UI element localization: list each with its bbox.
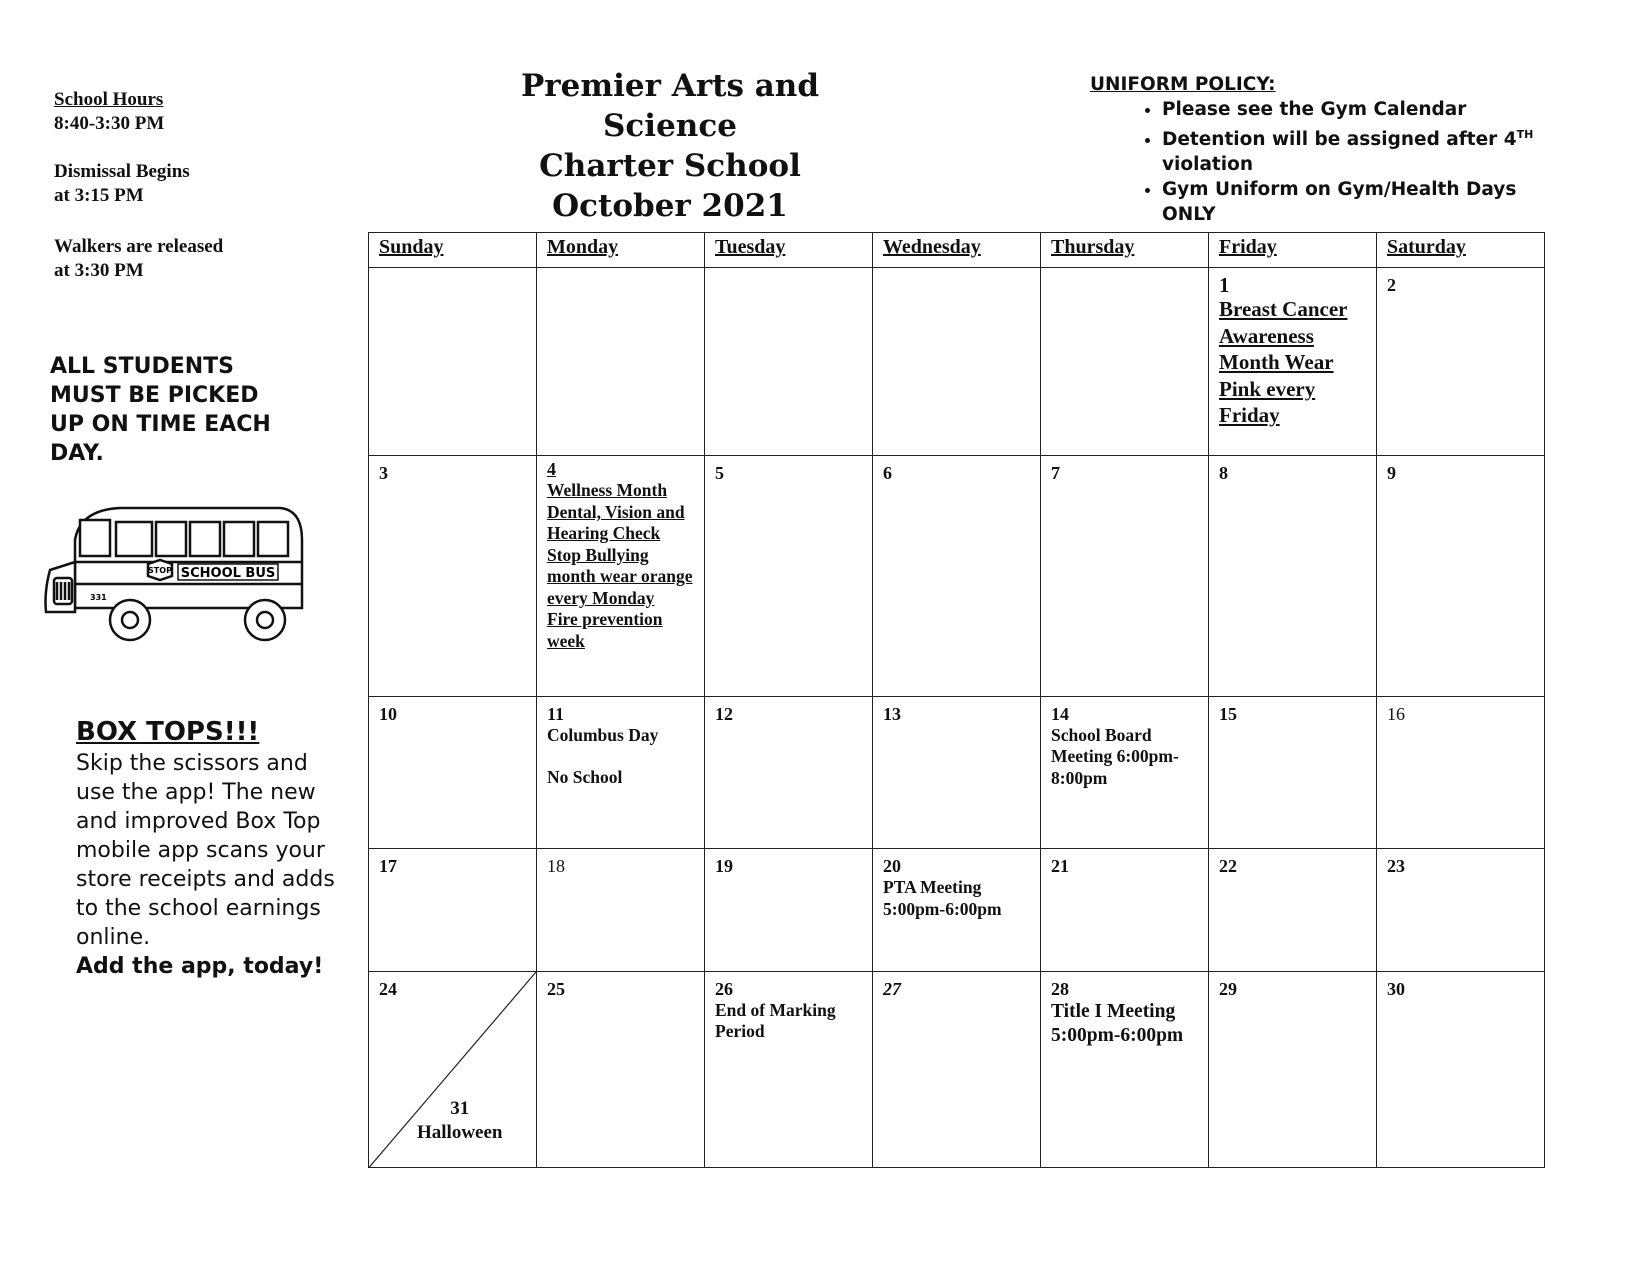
day-header-thursday: Thursday — [1041, 233, 1209, 268]
calendar-cell-empty — [537, 268, 705, 456]
calendar-cell-oct-5 — [705, 456, 873, 697]
pickup-notice: ALL STUDENTS MUST BE PICKED UP ON TIME EACH DAY. — [50, 354, 271, 466]
calendar-cell-oct-3 — [369, 456, 537, 697]
calendar-cell-oct-19 — [705, 849, 873, 971]
day-number: 11 — [547, 703, 565, 724]
school-bus-icon — [40, 500, 315, 670]
boxtops-title: BOX TOPS!!! — [76, 717, 260, 747]
uniform-item2-post: violation — [1162, 154, 1254, 176]
day-number: 24 — [379, 978, 397, 999]
day-number: 17 — [379, 856, 397, 877]
halloween-block — [417, 1097, 503, 1145]
walkers-line1: Walkers are released — [54, 236, 224, 257]
day-number: 23 — [1387, 856, 1405, 877]
title-month: October 2021 — [552, 188, 788, 224]
day-number: 7 — [1051, 463, 1060, 484]
uniform-policy-title: UNIFORM POLICY: — [1090, 74, 1276, 95]
calendar-cell-oct-15 — [1209, 696, 1377, 848]
calendar-cell-empty — [369, 268, 537, 456]
calendar-cell-oct-2 — [1377, 268, 1545, 456]
calendar-cell-oct-30 — [1377, 971, 1545, 1167]
day-number: 8 — [1219, 463, 1228, 484]
day-number: 30 — [1387, 978, 1405, 999]
calendar-event: No School — [547, 767, 623, 788]
calendar-cell-oct-13 — [873, 696, 1041, 848]
dismissal-block — [54, 160, 190, 208]
day-number: 3 — [379, 463, 388, 484]
calendar-cell-oct-26 — [705, 971, 873, 1167]
walkers-line2: at 3:30 PM — [54, 260, 144, 281]
day-number: 16 — [1387, 703, 1405, 724]
calendar-week — [369, 849, 1545, 971]
day-number: 21 — [1051, 856, 1069, 877]
day-number: 29 — [1219, 978, 1237, 999]
calendar-cell-oct-23 — [1377, 849, 1545, 971]
day-number: 13 — [883, 703, 901, 724]
day-number: 25 — [547, 978, 565, 999]
title-line2: Charter School — [539, 148, 801, 184]
title-line1: Premier Arts and Science — [520, 68, 820, 144]
page-title — [455, 66, 885, 226]
day-header-wednesday: Wednesday — [873, 233, 1041, 268]
calendar-event: Title I Meeting 5:00pm-6:00pm — [1051, 1000, 1184, 1046]
calendar-cell-oct-27 — [873, 971, 1041, 1167]
day-number: 31 — [450, 1097, 470, 1119]
calendar-event: Breast Cancer Awareness Month Wear Pink every Friday — [1219, 297, 1348, 428]
calendar-cell-oct-11 — [537, 696, 705, 848]
day-number: 18 — [547, 856, 565, 877]
bus-label: SCHOOL BUS — [180, 566, 276, 581]
bus-stop-sign: STOP — [148, 566, 172, 575]
calendar-cell-oct-18 — [537, 849, 705, 971]
calendar-event: Dental, Vision and Hearing Check — [547, 501, 685, 544]
school-bus-illustration — [40, 500, 315, 670]
calendar-event: School Board Meeting 6:00pm-8:00pm — [1051, 724, 1179, 788]
calendar-week — [369, 971, 1545, 1167]
boxtops-block — [76, 718, 336, 981]
calendar-week — [369, 456, 1545, 697]
day-header-saturday: Saturday — [1377, 233, 1545, 268]
uniform-policy — [1090, 72, 1540, 227]
calendar-cell-oct-28 — [1041, 971, 1209, 1167]
calendar-cell-empty — [705, 268, 873, 456]
calendar-week — [369, 696, 1545, 848]
calendar-cell-oct-7 — [1041, 456, 1209, 697]
day-number: 5 — [715, 463, 724, 484]
day-number: 4 — [547, 459, 556, 480]
day-number: 19 — [715, 856, 733, 877]
calendar-cell-oct-10 — [369, 696, 537, 848]
day-number: 27 — [883, 978, 901, 999]
day-header-tuesday: Tuesday — [705, 233, 873, 268]
calendar-cell-oct-9 — [1377, 456, 1545, 697]
calendar-cell-empty — [873, 268, 1041, 456]
calendar-event: Fire prevention week — [547, 609, 663, 651]
calendar-week — [369, 268, 1545, 456]
day-number: 9 — [1387, 463, 1396, 484]
day-number: 1 — [1219, 273, 1230, 298]
calendar-event: Halloween — [417, 1121, 503, 1143]
calendar-header-row — [369, 233, 1545, 268]
day-header-monday: Monday — [537, 233, 705, 268]
calendar-cell-oct-17 — [369, 849, 537, 971]
day-number: 2 — [1387, 275, 1396, 296]
bus-number: 331 — [90, 593, 107, 602]
calendar-cell-oct-14 — [1041, 696, 1209, 848]
calendar-event: End of Marking Period — [715, 999, 836, 1042]
day-number: 6 — [883, 463, 892, 484]
october-calendar — [368, 232, 1545, 1168]
uniform-item: • Gym Uniform on Gym/Health Days ONLY — [1162, 177, 1540, 227]
day-number: 22 — [1219, 856, 1237, 877]
calendar-cell-oct-8 — [1209, 456, 1377, 697]
school-hours-value: 8:40-3:30 PM — [54, 113, 165, 134]
calendar-event: PTA Meeting 5:00pm-6:00pm — [883, 877, 1002, 919]
calendar-cell-oct-20 — [873, 849, 1041, 971]
day-number: 28 — [1051, 978, 1069, 999]
day-header-sunday: Sunday — [369, 233, 537, 268]
calendar-cell-oct-12 — [705, 696, 873, 848]
day-number: 26 — [715, 978, 733, 999]
day-number: 20 — [883, 856, 901, 877]
dismissal-line2: at 3:15 PM — [54, 185, 144, 206]
uniform-item2-pre: Detention will be assigned after 4 — [1162, 129, 1517, 151]
calendar-cell-oct-16 — [1377, 696, 1545, 848]
calendar-event: Wellness Month — [547, 480, 668, 501]
day-number: 15 — [1219, 703, 1237, 724]
uniform-item2-sup: TH — [1516, 128, 1534, 141]
uniform-item — [1162, 122, 1540, 177]
school-hours-title: School Hours — [54, 89, 164, 110]
boxtops-cta: Add the app, today! — [76, 954, 324, 979]
uniform-policy-list — [1090, 97, 1540, 227]
calendar-event: Columbus Day — [547, 724, 659, 745]
calendar-cell-oct-24-31 — [369, 971, 537, 1167]
calendar-cell-oct-6 — [873, 456, 1041, 697]
calendar-cell-oct-22 — [1209, 849, 1377, 971]
day-number: 12 — [715, 703, 733, 724]
dismissal-line1: Dismissal Begins — [54, 161, 190, 182]
calendar-cell-oct-4 — [537, 456, 705, 697]
walkers-block — [54, 235, 223, 283]
calendar-cell-oct-21 — [1041, 849, 1209, 971]
day-number: 10 — [379, 703, 397, 724]
calendar-cell-oct-29 — [1209, 971, 1377, 1167]
day-header-friday: Friday — [1209, 233, 1377, 268]
boxtops-body: Skip the scissors and use the app! The new and improved Box Top mobile app scans your store receipts and adds to the school earnings online. — [76, 751, 335, 950]
calendar-cell-oct-25 — [537, 971, 705, 1167]
calendar-cell-empty — [1041, 268, 1209, 456]
uniform-item: • Please see the Gym Calendar — [1162, 97, 1540, 122]
day-number: 14 — [1051, 703, 1069, 724]
calendar-cell-oct-1 — [1209, 268, 1377, 456]
school-hours-block — [54, 88, 164, 136]
calendar-event: Stop Bullying month wear orange every Monday — [547, 544, 693, 608]
